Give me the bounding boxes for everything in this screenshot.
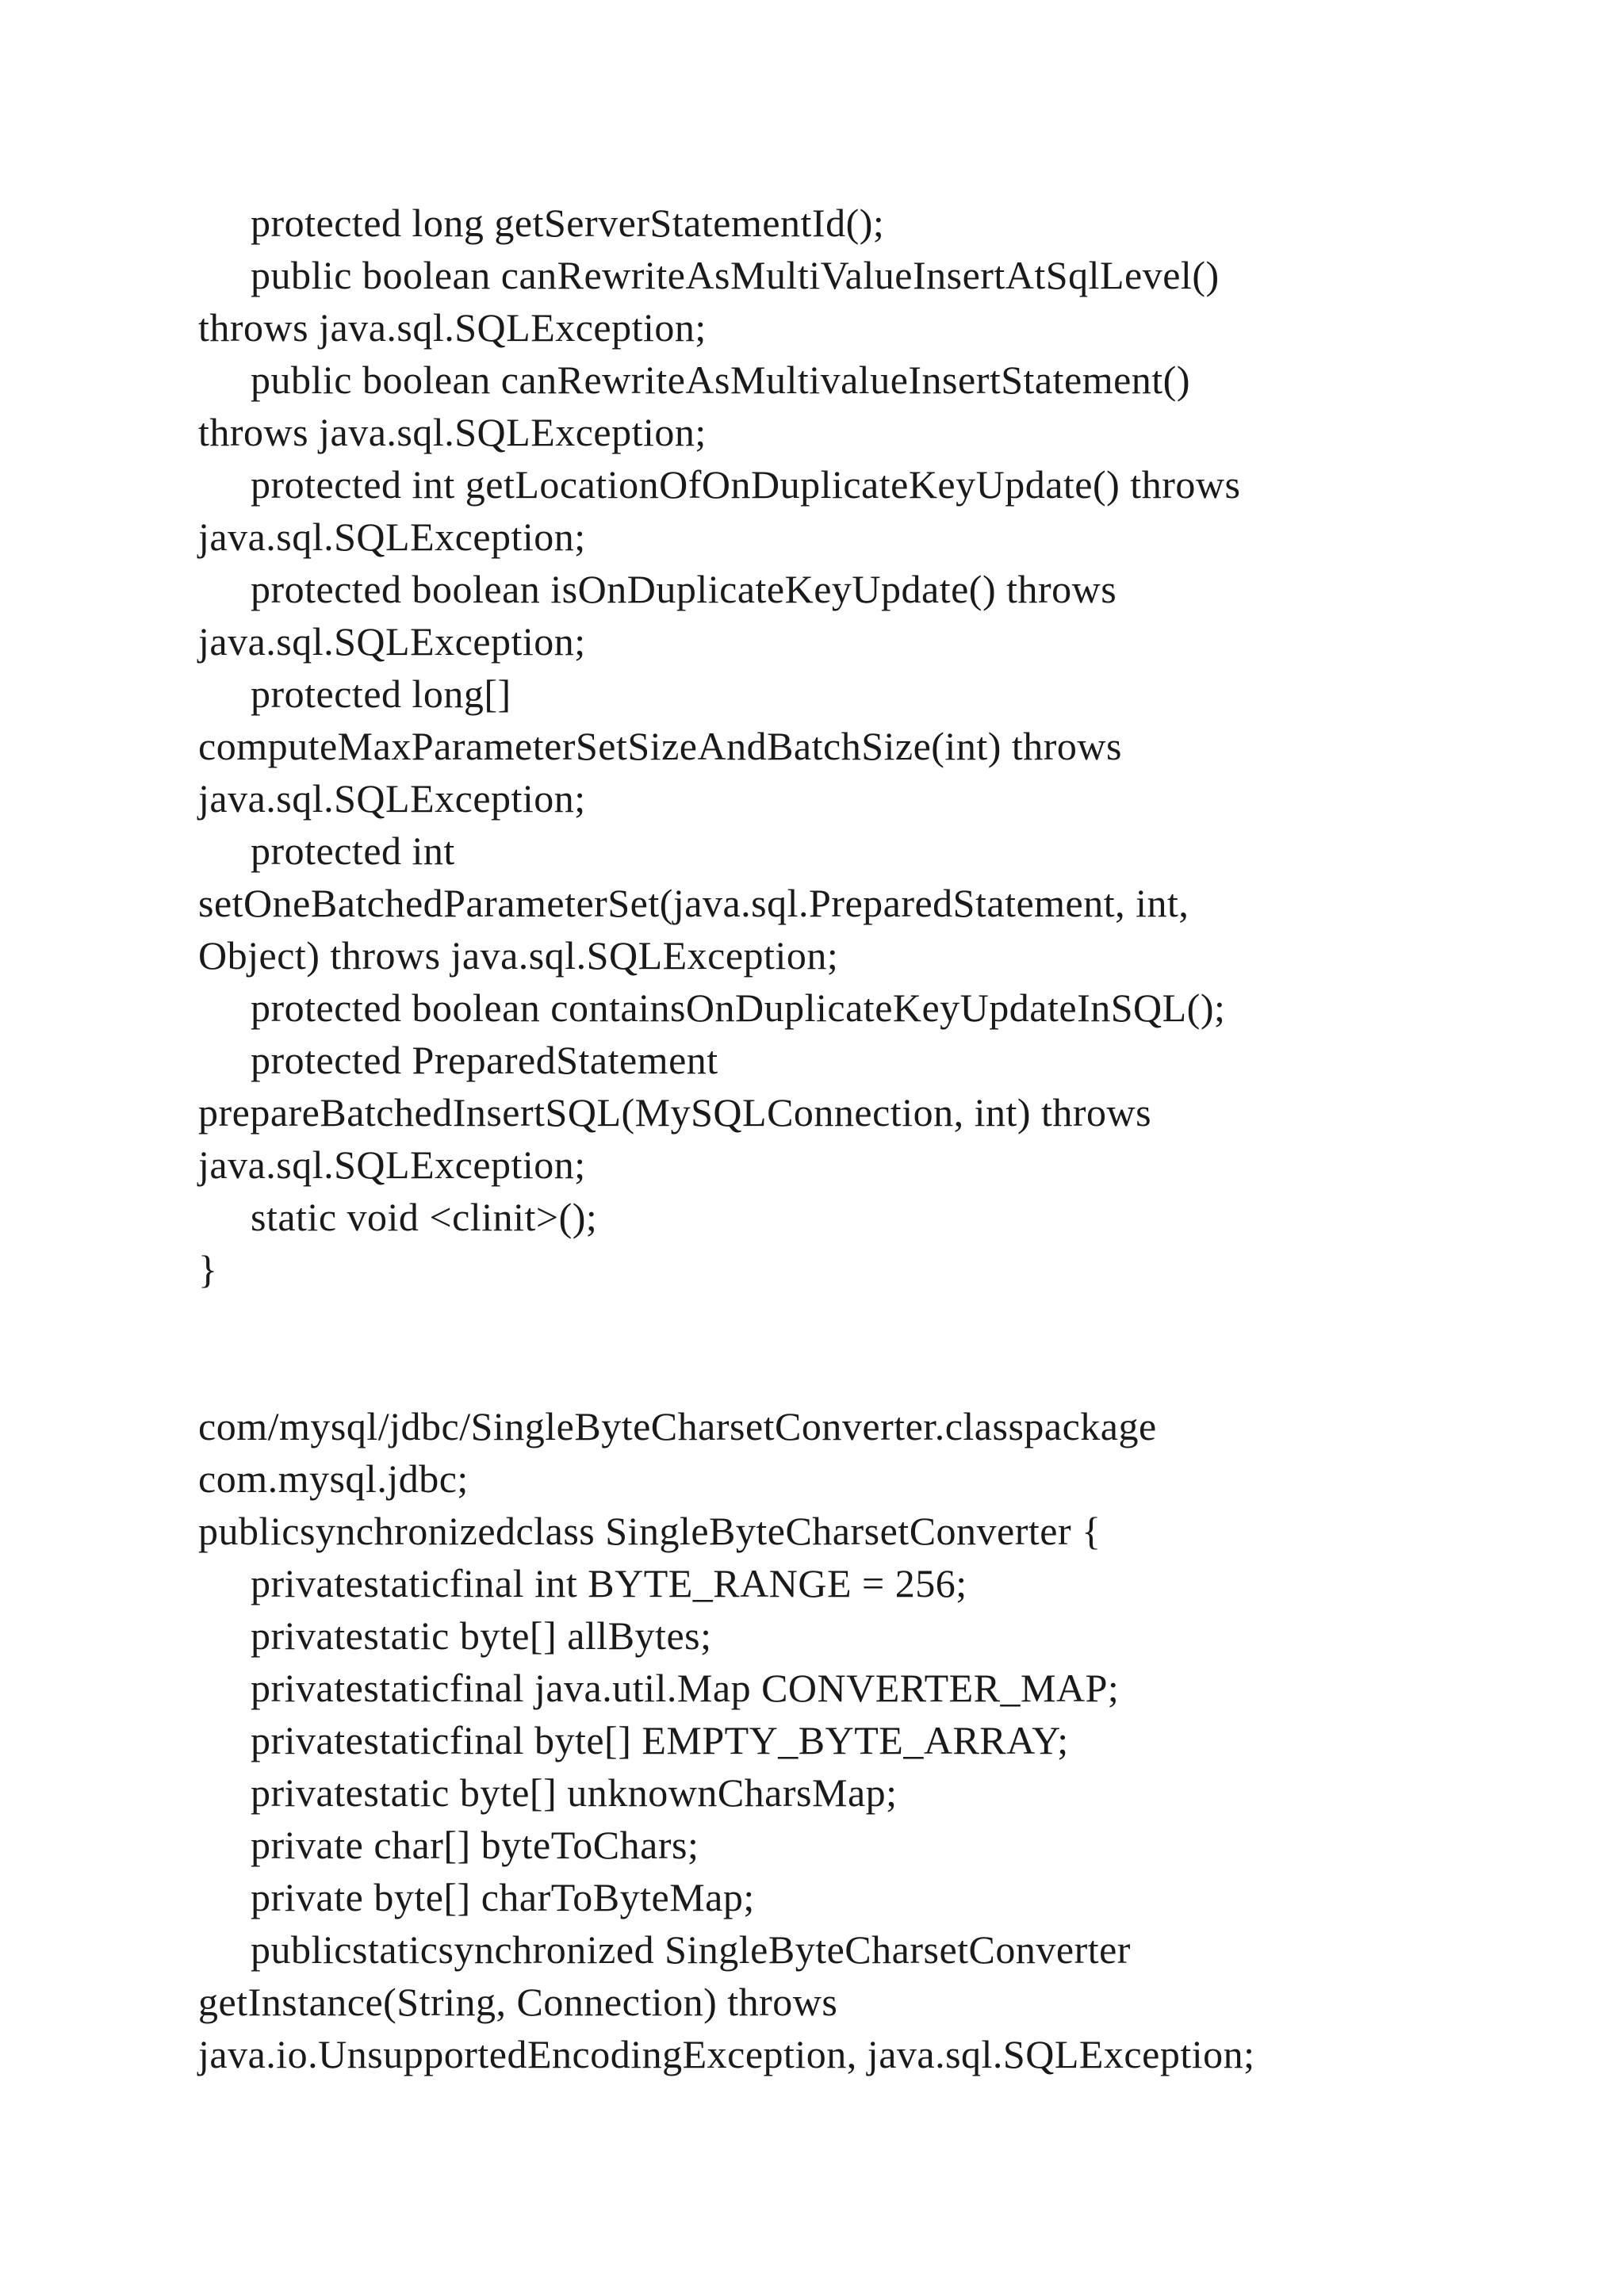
text-line: private byte[] charToByteMap; [251, 1875, 755, 1919]
text-line: privatestatic byte[] allBytes; [251, 1613, 712, 1658]
text-line: getInstance(String, Connection) throws [198, 1980, 838, 2024]
text-line: java.sql.SQLException; [198, 1142, 586, 1187]
text-line: privatestaticfinal int BYTE_RANGE = 256; [251, 1561, 967, 1605]
text-line: throws java.sql.SQLException; [198, 410, 707, 454]
blank-line [198, 1348, 1546, 1400]
text-line: java.sql.SQLException; [198, 776, 586, 821]
text-line: protected int [251, 828, 455, 873]
text-line: java.sql.SQLException; [198, 515, 586, 559]
text-line: setOneBatchedParameterSet(java.sql.PreparedStatement, int, [198, 881, 1189, 925]
text-line: protected boolean containsOnDuplicateKeyUpdateInSQL(); [251, 985, 1226, 1030]
text-line: protected int getLocationOfOnDuplicateKeyUpdate() throws [251, 462, 1241, 507]
closing-brace: } [198, 1247, 218, 1292]
text-line: privatestaticfinal java.util.Map CONVERTER_MAP; [251, 1666, 1120, 1710]
text-line: private char[] byteToChars; [251, 1823, 699, 1867]
text-line: public boolean canRewriteAsMultivalueInsertStatement() [251, 358, 1190, 402]
text-line: Object) throws java.sql.SQLException; [198, 933, 839, 978]
text-line: publicstaticsynchronized SingleByteCharsetConverter [251, 1927, 1131, 1972]
text-line: java.sql.SQLException; [198, 619, 586, 664]
text-line: com.mysql.jdbc; [198, 1456, 469, 1501]
text-line: static void <clinit>(); [251, 1195, 598, 1239]
code-listing [198, 197, 1546, 2080]
text-line: protected long[] [251, 672, 511, 716]
text-line: protected boolean isOnDuplicateKeyUpdate() throws [251, 567, 1117, 611]
text-line: protected long getServerStatementId(); [251, 201, 885, 245]
text-line: public boolean canRewriteAsMultiValueInsertAtSqlLevel() [251, 253, 1220, 297]
text-line: privatestaticfinal byte[] EMPTY_BYTE_ARRAY; [251, 1718, 1069, 1762]
text-line: publicsynchronizedclass SingleByteCharsetConverter { [198, 1509, 1101, 1553]
text-line: privatestatic byte[] unknownCharsMap; [251, 1770, 898, 1815]
text-line: protected PreparedStatement [251, 1038, 718, 1082]
text-line: java.io.UnsupportedEncodingException, java.sql.SQLException; [198, 2032, 1255, 2076]
text-line: com/mysql/jdbc/SingleByteCharsetConverter.classpackage [198, 1404, 1157, 1448]
text-line: throws java.sql.SQLException; [198, 305, 707, 350]
blank-line [198, 1295, 1546, 1348]
text-line: computeMaxParameterSetSizeAndBatchSize(int) throws [198, 724, 1122, 768]
text-line: prepareBatchedInsertSQL(MySQLConnection, int) throws [198, 1090, 1152, 1135]
